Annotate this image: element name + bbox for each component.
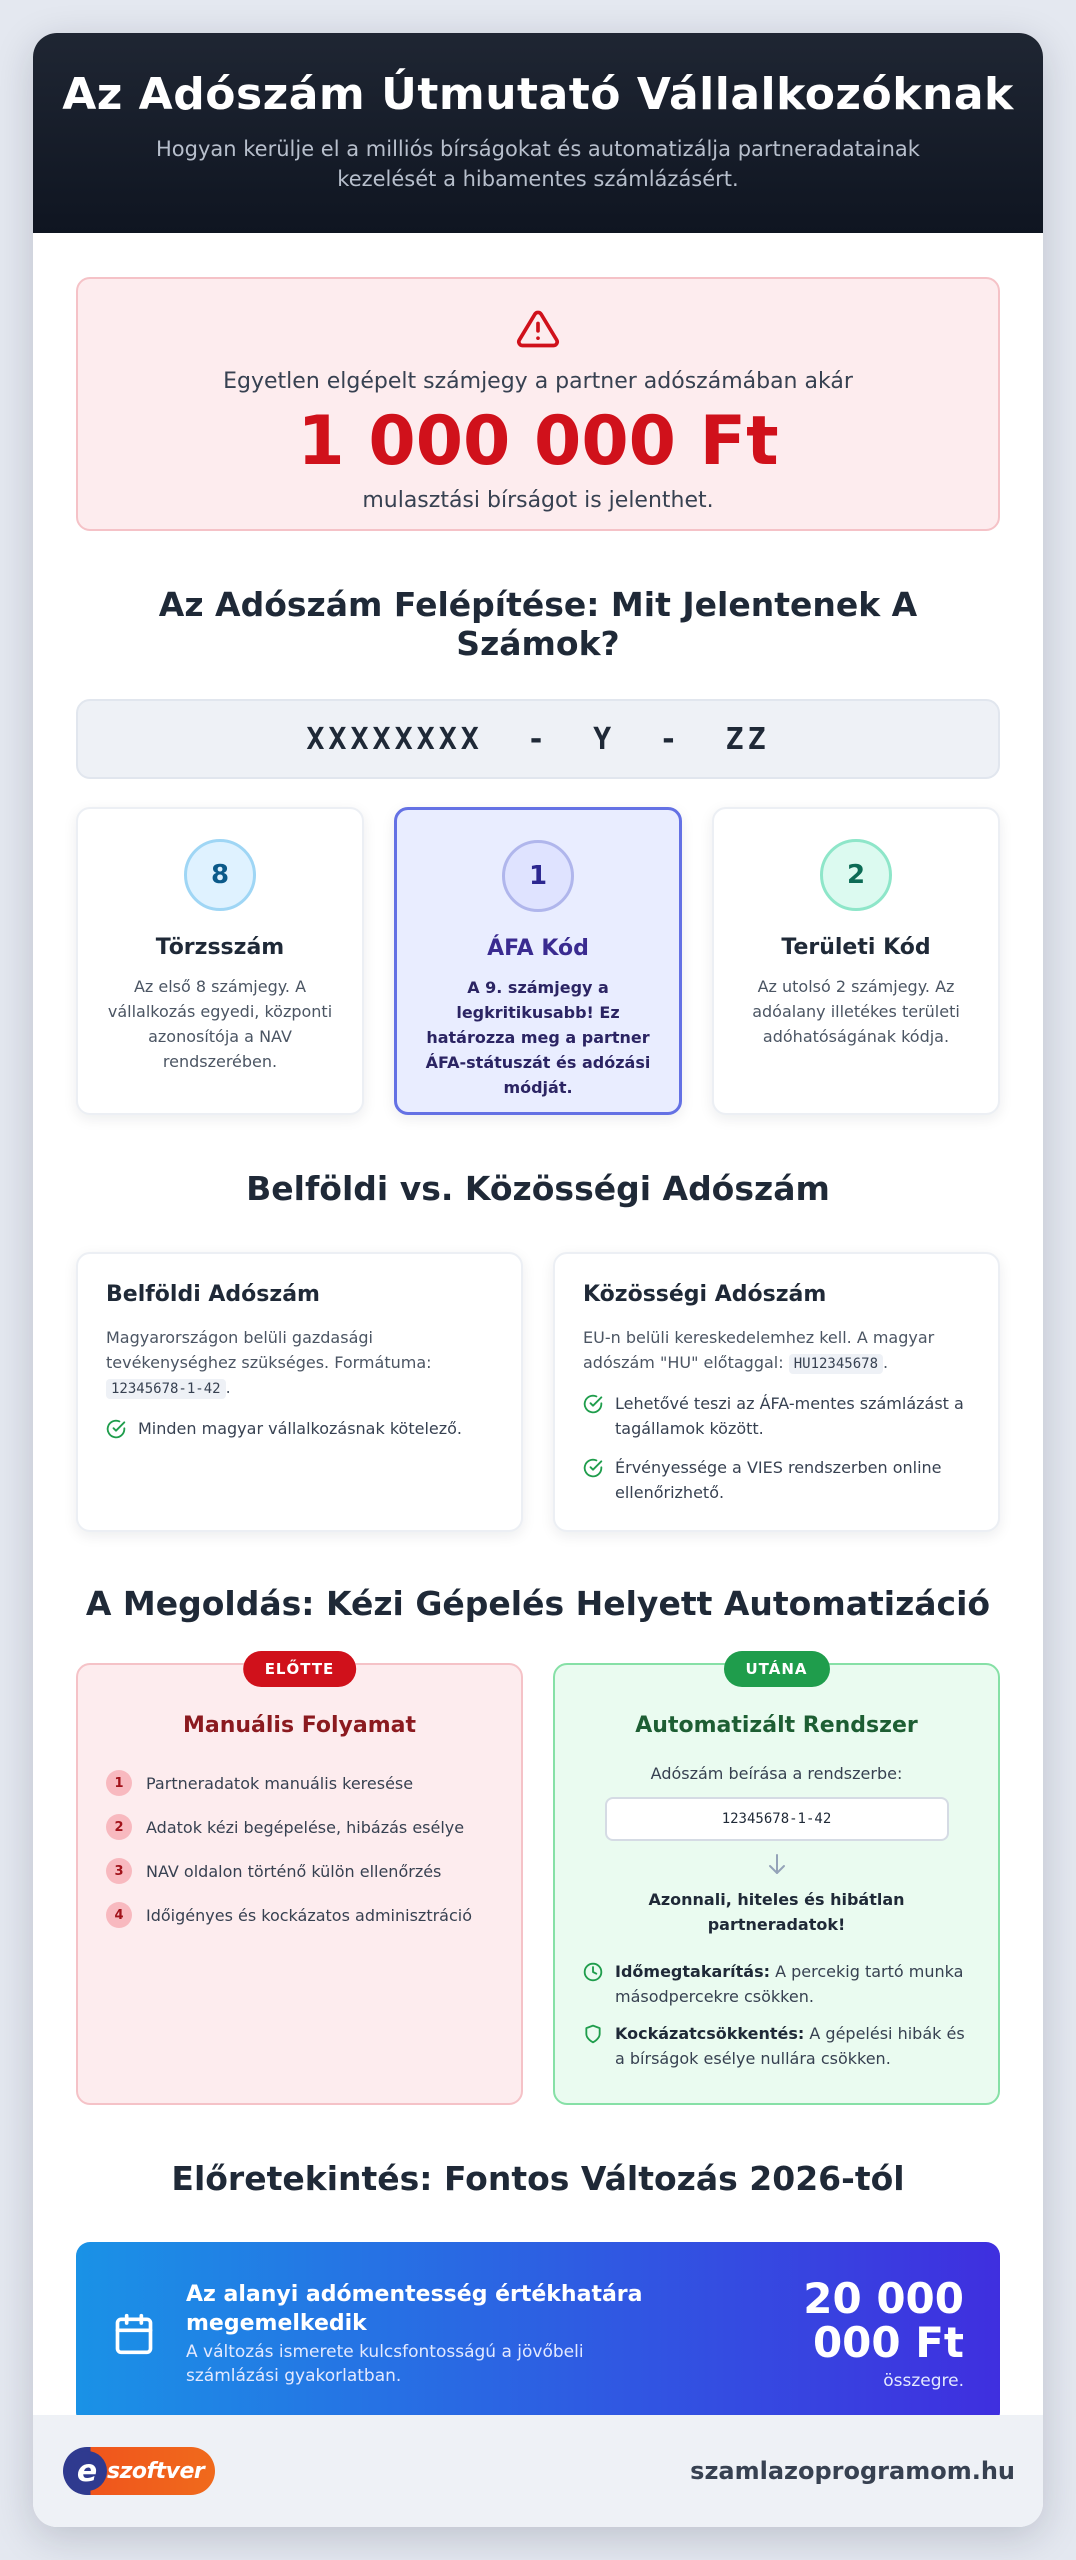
digit-count-badge: 1 [502, 840, 574, 912]
card-title: Automatizált Rendszer [635, 1713, 918, 1738]
card-description: Magyarországon belüli gazdasági tevékenységhez szükséges. Formátuma: 12345678-1-42 . [106, 1328, 432, 1397]
arrow-down-icon [583, 1851, 970, 1881]
tax-number-format: XXXXXXXX - Y - ZZ [76, 699, 1000, 779]
page-subtitle: Hogyan kerülje el a milliós bírságokat és automatizálja partneradatainak kezelését a hibamentes számlázásért. [156, 137, 920, 191]
list-item: 2 Adatok kézi begépelése, hibázás esélye [106, 1814, 493, 1840]
card-text: Az utolsó 2 számjegy. Az adóalany illetékes területi adóhatóságának kódja. [752, 977, 960, 1046]
card-title: Közösségi Adószám [583, 1282, 827, 1307]
compare-heading: Belföldi vs. Közösségi Adószám [246, 1169, 830, 1208]
card-title: Törzsszám [155, 935, 285, 960]
check-circle-icon [583, 1458, 603, 1478]
card-title: ÁFA Kód [487, 936, 589, 961]
card-title: Manuális Folyamat [182, 1713, 416, 1738]
list-item: 4 Időigényes és kockázatos adminisztráció [106, 1902, 493, 1928]
tax-number-input[interactable]: 12345678-1-42 [605, 1797, 949, 1841]
input-label: Adószám beírása a rendszerbe: [650, 1764, 903, 1783]
outlook-banner [76, 2242, 1000, 2426]
structure-heading: Az Adószám Felépítése: Mit Jelentenek A Számok? [158, 585, 918, 663]
header-banner [33, 33, 1043, 233]
brand-logo[interactable] [63, 2447, 215, 2495]
after-card [553, 1660, 1000, 2105]
format-example: 12345678-1-42 [106, 1379, 226, 1399]
card-torzsszam [76, 807, 364, 1115]
step-number: 4 [106, 1902, 132, 1928]
page-title: Az Adószám Útmutató Vállalkozóknak [62, 69, 1014, 120]
card-text: A 9. számjegy a legkritikusabb! Ez határozza meg a partner ÁFA-státuszát és adózási módját. [425, 978, 651, 1097]
solution-heading: A Megoldás: Kézi Gépelés Helyett Automatizáció [85, 1584, 991, 1623]
check-circle-icon [583, 1394, 603, 1414]
outlook-heading: Előretekintés: Fontos Változás 2026-tól [171, 2159, 905, 2198]
format-example: HU12345678 [789, 1354, 883, 1374]
step-number: 1 [106, 1770, 132, 1796]
warning-triangle-icon [516, 307, 560, 351]
result-text: Azonnali, hiteles és hibátlan partneradatok! [648, 1890, 905, 1934]
card-teruleti-kod [712, 807, 1000, 1115]
threshold-suffix: összegre. [883, 2371, 964, 2391]
threshold-amount: 20 000 000 Ft [803, 2274, 964, 2367]
shield-icon [583, 2024, 603, 2044]
card-description: EU-n belüli kereskedelemhez kell. A magyar adószám "HU" előtaggal: HU12345678 . [583, 1328, 935, 1372]
warning-text: Egyetlen elgépelt számjegy a partner adószámában akár [223, 369, 853, 394]
outlook-title: Az alanyi adómentesség értékhatára megemelkedik [186, 2282, 643, 2336]
check-item: Érvényessége a VIES rendszerben online ellenőrizhető. [583, 1455, 970, 1505]
card-title: Területi Kód [781, 935, 931, 960]
card-afa-kod [394, 807, 682, 1115]
benefit-item: Időmegtakarítás: A percekig tartó munka másodpercekre csökken. [583, 1959, 970, 2009]
benefit-item: Kockázatcsökkentés: A gépelési hibák és a bírságok esélye nullára csökken. [583, 2021, 970, 2071]
check-item: Minden magyar vállalkozásnak kötelező. [106, 1416, 493, 1441]
digit-count-badge: 2 [820, 839, 892, 911]
outlook-text: A változás ismerete kulcsfontosságú a jövőbeli számlázási gyakorlatban. [186, 2342, 584, 2386]
list-item: 1 Partneradatok manuális keresése [106, 1770, 493, 1796]
footer [33, 2415, 1043, 2527]
site-link[interactable]: szamlazoprogramom.hu [690, 2457, 1015, 2485]
clock-icon [583, 1962, 603, 1982]
before-card [76, 1660, 523, 2105]
step-number: 2 [106, 1814, 132, 1840]
logo-wordmark: szoftver [107, 2458, 205, 2484]
list-item: 3 NAV oldalon történő külön ellenőrzés [106, 1858, 493, 1884]
digit-count-badge: 8 [184, 839, 256, 911]
check-circle-icon [106, 1419, 126, 1439]
after-badge: UTÁNA [723, 1651, 829, 1687]
before-badge: ELŐTTE [243, 1651, 357, 1687]
infographic-page [33, 33, 1043, 2527]
community-tax-card [553, 1252, 1000, 1532]
fine-warning-box [76, 277, 1000, 531]
fine-amount: 1 000 000 Ft [297, 402, 779, 481]
domestic-tax-card [76, 1252, 523, 1532]
card-title: Belföldi Adószám [106, 1282, 320, 1307]
logo-e-mark: e [67, 2451, 107, 2491]
calendar-icon [112, 2312, 156, 2356]
check-item: Lehetővé teszi az ÁFA-mentes számlázást a tagállamok között. [583, 1391, 970, 1441]
warning-text-2: mulasztási bírságot is jelenthet. [362, 488, 714, 513]
step-number: 3 [106, 1858, 132, 1884]
card-text: Az első 8 számjegy. A vállalkozás egyedi, központi azonosítója a NAV rendszerében. [107, 977, 333, 1071]
